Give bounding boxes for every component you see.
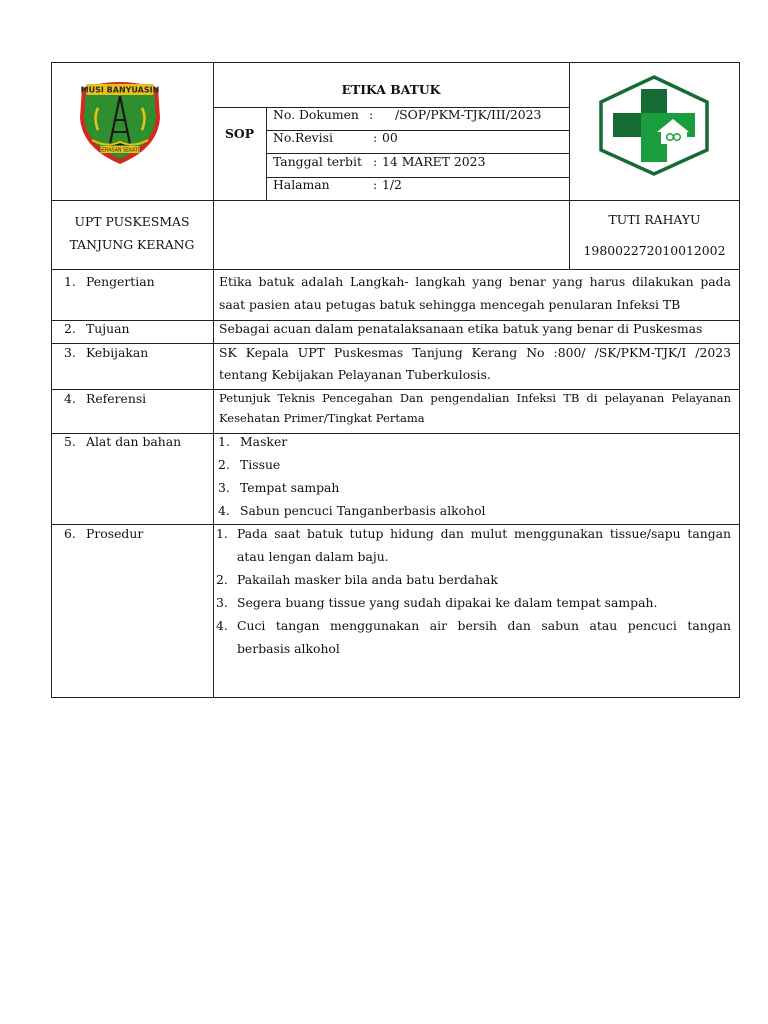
- section-label-alat: Alat dan bahan: [86, 434, 182, 449]
- prosedur-step-number: 1.: [216, 526, 228, 541]
- section-label-pengertian: Pengertian: [86, 274, 155, 289]
- kebijakan-text-line1: SK Kepala UPT Puskesmas Tanjung Kerang No :800/ /SK/PKM-TJK/I /2023: [219, 345, 731, 360]
- document-title: ETIKA BATUK: [341, 82, 441, 97]
- tujuan-text: Sebagai acuan dalam penatalaksanaan etika batuk yang benar di Puskesmas: [219, 321, 703, 336]
- crest-motto-text: SERASAN SEKATE: [98, 148, 142, 154]
- section-label-prosedur: Prosedur: [86, 526, 144, 541]
- prosedur-step-number: 4.: [216, 618, 228, 633]
- page-value: 1/2: [382, 177, 402, 192]
- alat-item: Sabun pencuci Tanganberbasis alkohol: [240, 503, 486, 518]
- unit-name-line1: UPT PUSKESMAS: [74, 214, 190, 229]
- puskesmas-cross-icon: [597, 75, 711, 176]
- section-label-tujuan: Tujuan: [86, 321, 130, 336]
- prosedur-step-line: Segera buang tissue yang sudah dipakai ke dalam tempat sampah.: [237, 595, 658, 610]
- page-separator: :: [373, 177, 378, 192]
- issue-date-label: Tanggal terbit: [273, 154, 362, 169]
- issue-date-separator: :: [373, 154, 378, 169]
- prosedur-step-line: Pakailah masker bila anda batu berdahak: [237, 572, 498, 587]
- section-number-tujuan: 2.: [64, 321, 76, 336]
- alat-item-number: 1.: [218, 434, 230, 449]
- doc-number-label: No. Dokumen: [273, 107, 359, 122]
- signer-nip: 198002272010012002: [583, 243, 726, 258]
- alat-item: Tempat sampah: [240, 480, 340, 495]
- page-label: Halaman: [273, 177, 330, 192]
- section-label-kebijakan: Kebijakan: [86, 345, 149, 360]
- revision-label: No.Revisi: [273, 130, 333, 145]
- kebijakan-text-line2: tentang Kebijakan Pelayanan Tuberkulosis.: [219, 367, 491, 382]
- prosedur-step-line: Cuci tangan menggunakan air bersih dan sabun atau pencuci tangan: [237, 618, 731, 633]
- section-number-pengertian: 1.: [64, 274, 76, 289]
- section-number-referensi: 4.: [64, 391, 76, 406]
- sop-label: SOP: [224, 126, 255, 141]
- unit-name-line2: TANJUNG KERANG: [69, 237, 195, 252]
- revision-value: 00: [382, 130, 398, 145]
- prosedur-step-number: 3.: [216, 595, 228, 610]
- pengertian-text-line2: saat pasien atau petugas batuk sehingga mencegah penularan Infeksi TB: [219, 297, 681, 312]
- issue-date-value: 14 MARET 2023: [382, 154, 486, 169]
- pengertian-text-line1: Etika batuk adalah Langkah- langkah yang benar yang harus dilakukan pada: [219, 274, 731, 289]
- referensi-text-line1: Petunjuk Teknis Pencegahan Dan pengendalian Infeksi TB di pelayanan Pelayanan: [219, 391, 731, 405]
- signer-name: TUTI RAHAYU: [608, 212, 701, 227]
- prosedur-step-line: Pada saat batuk tutup hidung dan mulut menggunakan tissue/sapu tangan: [237, 526, 731, 541]
- alat-item: Tissue: [240, 457, 281, 472]
- alat-item-number: 3.: [218, 480, 230, 495]
- section-label-referensi: Referensi: [86, 391, 147, 406]
- referensi-text-line2: Kesehatan Primer/Tingkat Pertama: [219, 411, 425, 425]
- section-number-prosedur: 6.: [64, 526, 76, 541]
- alat-item-number: 2.: [218, 457, 230, 472]
- doc-number-value: /SOP/PKM-TJK/III/2023: [395, 107, 542, 122]
- revision-separator: :: [373, 130, 378, 145]
- crest-ribbon-text: MUSI BANYUASIN: [80, 85, 160, 95]
- prosedur-step-line: berbasis alkohol: [237, 641, 340, 656]
- section-number-alat: 5.: [64, 434, 76, 449]
- alat-item: Masker: [240, 434, 288, 449]
- musi-banyuasin-crest-icon: [72, 74, 168, 166]
- section-number-kebijakan: 3.: [64, 345, 76, 360]
- prosedur-step-line: atau lengan dalam baju.: [237, 549, 389, 564]
- alat-item-number: 4.: [218, 503, 230, 518]
- doc-number-separator: :: [369, 107, 374, 122]
- prosedur-step-number: 2.: [216, 572, 228, 587]
